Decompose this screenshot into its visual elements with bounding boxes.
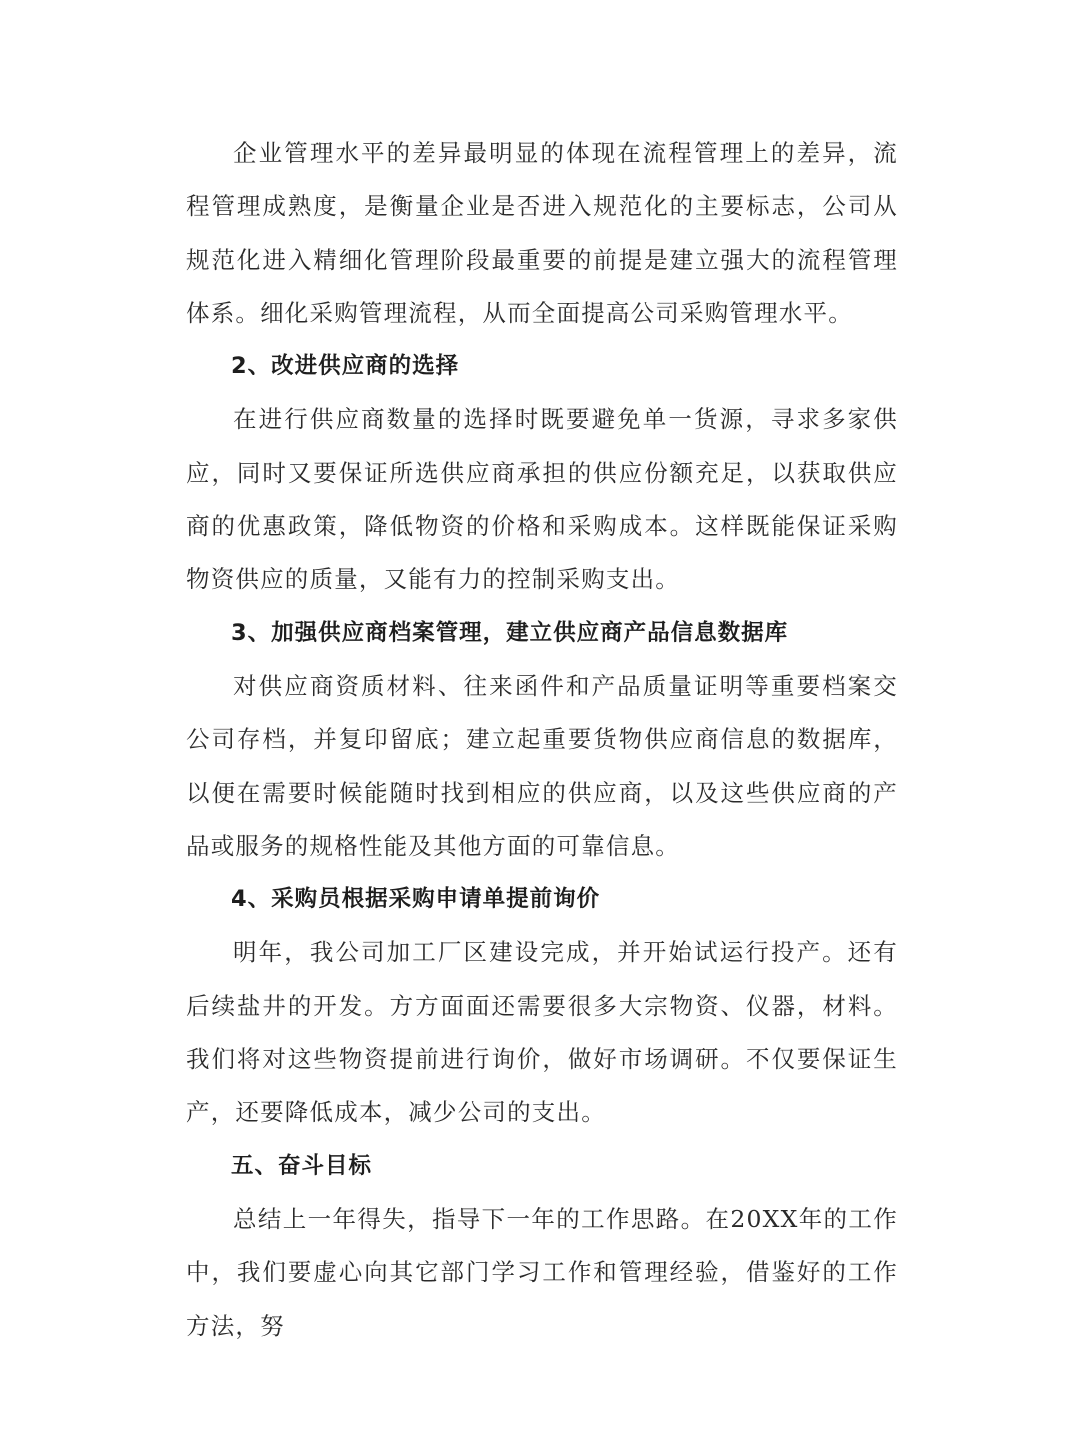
heading-supplier-archive: 3、加强供应商档案管理，建立供应商产品信息数据库 [231, 619, 789, 646]
heading-goals: 五、奋斗目标 [231, 1152, 373, 1179]
paragraph-supplier-selection: 在进行供应商数量的选择时既要避免单一货源，寻求多家供应，同时又要保证所选供应商承担的供应份额充足，以获取供应商的优惠政策，降低物资的价格和采购成本。这样既能保证采购物资供应的质量，又能有力的控制采购支出。 [186, 405, 898, 594]
paragraph-supplier-archive: 对供应商资质材料、往来函件和产品质量证明等重要档案交公司存档，并复印留底；建立起重要货物供应商信息的数据库， 以便在需要时候能随时找到相应的供应商，以及这些供应商的产品或服务的规格性能及其他方面的可靠信息。 [186, 671, 898, 860]
paragraph-process-management: 企业管理水平的差异最明显的体现在流程管理上的差异，流程管理成熟度，是衡量企业是否进入规范化的主要标志，公司从规范化进入精细化管理阶段最重要的前提是建立强大的流程管理体系。细化采购管理流程，从而全面提高公司采购管理水平。 [186, 139, 898, 327]
paragraph-inquiry: 明年，我公司加工厂区建设完成，并开始试运行投产。还有后续盐井的开发。方方面面还需要很多大宗物资、仪器，材料。我们将对这些物资提前进行询价，做好市场调研。不仅要保证生产，还要降低成本，减少公司的支出。 [186, 938, 898, 1127]
heading-supplier-selection: 2、改进供应商的选择 [231, 353, 460, 380]
paragraph-goals: 总结上一年得失，指导下一年的工作思路。在20XX年的工作中，我们要虚心向其它部门学习工作和管理经验，借鉴好的工作方法，努 [186, 1204, 898, 1340]
heading-inquiry: 4、采购员根据采购申请单提前询价 [231, 886, 601, 913]
document-body [186, 127, 898, 1353]
